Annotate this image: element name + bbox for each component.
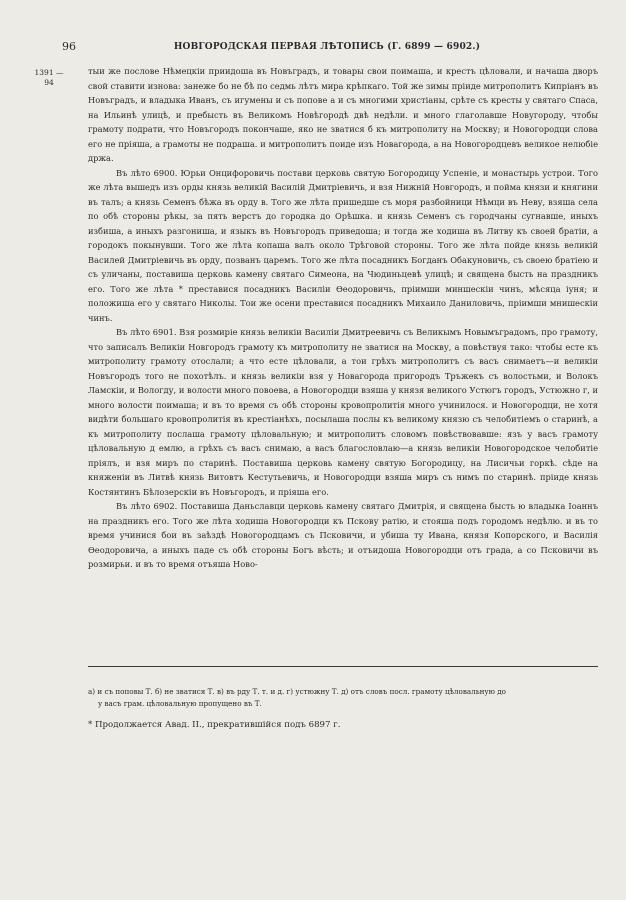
paragraph-6901: Въ лѣто 6901. Взя розмирiе князь великiи Василiи Дмитреевичь съ Великымъ Новымъградомъ, про грамоту, что записалъ Великiи Новгородъ грамоту къ митрополиту не зватися на Москву, а повѣствуя тако: чтобы есте къ митрополиту грамоту отослали; а что есте цѣловали, а тои грѣхъ митрополитъ съ васъ снимаетъ—и великiи Новъгородъ того не похотѣлъ. и князь великiи взя у Новагорода пригородъ Тръжекъ съ волостьми, и Волокъ Ламскiи, и Вологду, и волости много повоева, а Новогородци взяша у князя великого Устюгъ городъ, Устюжно г, и много волости поимаша; и въ то время съ обѣ стороны кровопролитiя много учинилося. и Новогородци, не хотя видѣти большаго кровопролитiя въ крестiанѣхъ, посылаша послы къ великому князю съ челобитiемъ о старинѣ, а къ митрополиту послаша грамоту цѣловальную; и митрополитъ словомъ повѣствовавше: язъ у васъ грамоту цѣловальную д емлю, а грѣхъ съ васъ снимаю, а васъ благословлаю—а князь великiи Новогородское челобитiе прiялъ, и взя миръ по старинѣ. Поставиша церковь камену святую Богородицу, на Лисичьи горкѣ. сѣде на княженiи въ Литвѣ князь Витовтъ Кестутьевичь, и Новогородци взяша миръ съ нимъ по старинѣ. прiиде князь Костянтинъ Бѣлозерскiи въ Новъгородъ, и прiяша его. [88, 327, 598, 497]
margin-years: 1391 — 94 [34, 68, 64, 87]
running-title: НОВГОРОДСКАЯ ПЕРВАЯ ЛѢТОПИСЬ (Г. 6899 — 6902.) [173, 42, 481, 52]
page-number: 96 [62, 40, 76, 53]
footnote-divider [88, 666, 598, 667]
paragraph-6900: Въ лѣто 6900. Юрьи Онцифоровичь постави церковь святую Богородицу Успенiе, и монастырь устрои. Того же лѣта вышедъ изъ орды князь великiй Василiй Дмитрiевичь, и взя Нижнiй Новгородъ, и пойма князи и княгини въ талъ; а князь Семенъ бѣжа въ орду в. Того же лѣта пришедше съ моря разбойници Нѣмци въ Неву, взяша села по обѣ стороны рѣкы, за пять верстъ до городка до Орѣшка. и князь Семенъ съ городчаны сугнавше, иныхъ избиша, а иныхъ разгониша, и языкъ въ Новъгородъ приведоша; и тогда же ходиша въ Литву къ своей братiи, а городокъ покынувши. Того же лѣта копаша валъ около Трѣговой стороны. Того же лѣта пойде князь великiй Василей Дмитрiевичь въ орду, позванъ царемъ. Того же лѣта посадникъ Богданъ Обакуновичь, съ своею братiею и съ уличаны, поставиша церковь камену святаго Симеона, на Чюдиньцевѣ улицѣ; и священа бысть на праздникъ его. Того же лѣта * преставися посадникъ Василiи Ѳеодоровичь, прiимши миншескiи чинъ, мѣсяца iуня; и положиша его у святаго Николы. Тои же осени преставися посадникъ Михаило Даниловичь, прiимши мнишескiи чинъ. [88, 167, 598, 323]
paragraph-6902: Въ лѣто 6902. Поставиша Даньславци церковь камену святаго Дмитрiя, и священа бысть ю владыка Iоаннъ на праздникъ его. Того же лѣта ходиша Новогородци къ Пскову ратiю, и стояша подъ городомъ недѣлю. и въ то время учинися бои въ заѣздѣ Новогородцамъ съ Псковичи, и убиша ту Ивана, князя Копорского, и Василiя Ѳеодоровича, а иныхъ паде съ обѣ стороны Богъ вѣсть; и отъидоша Новогородци отъ града, а со Псковичи въ розмирьи. и въ то время отъяша Ново- [88, 501, 598, 569]
footer-note: * Продолжается Авад. II., прекратившiйся подъ 6897 г. [88, 720, 341, 730]
footnote-line: у васъ грам. цѣловальную пропущено въ Т. [98, 699, 262, 708]
footnote-line: а) и съ попoвы Т. б) не зватися Т. в) въ рду Т. т. и д. г) устюжну Т. д) отъ словъ посл. грамоту цѣловальную до [88, 687, 506, 696]
page-header [62, 40, 592, 54]
footnotes [88, 686, 598, 710]
chronicle-text [88, 64, 598, 572]
paragraph-continuation: тыи же послове Нѣмецкiи приидоша въ Новъградъ, и товары свои поимаша, и крестъ цѣловали, и начаша дворъ свой ставити изнова: занеже бо не бѣ по седмь лѣтъ мира крѣпкаго. Той же зимы прiиде митрополитъ Кипрiанъ въ Новъградъ, и владыка Иванъ, съ игумены и съ попове а и съ многими христiаны, срѣте съ кресты у святаго Спаса, на Ильинѣ улицѣ, и пребысть въ Великомъ Новѣгородѣ двѣ недѣли. и много глаголавше Новугороду, чтобы грамоту подрати, что Новъгородъ покончаше, яко не зватися б къ митрополиту на Москву; и Новогородци слова его не прiяша, а грамоты не подраша. и митрополитъ поиде изъ Новагорода, а на Новогородцевъ великое нелюбiе држа. [88, 66, 598, 163]
